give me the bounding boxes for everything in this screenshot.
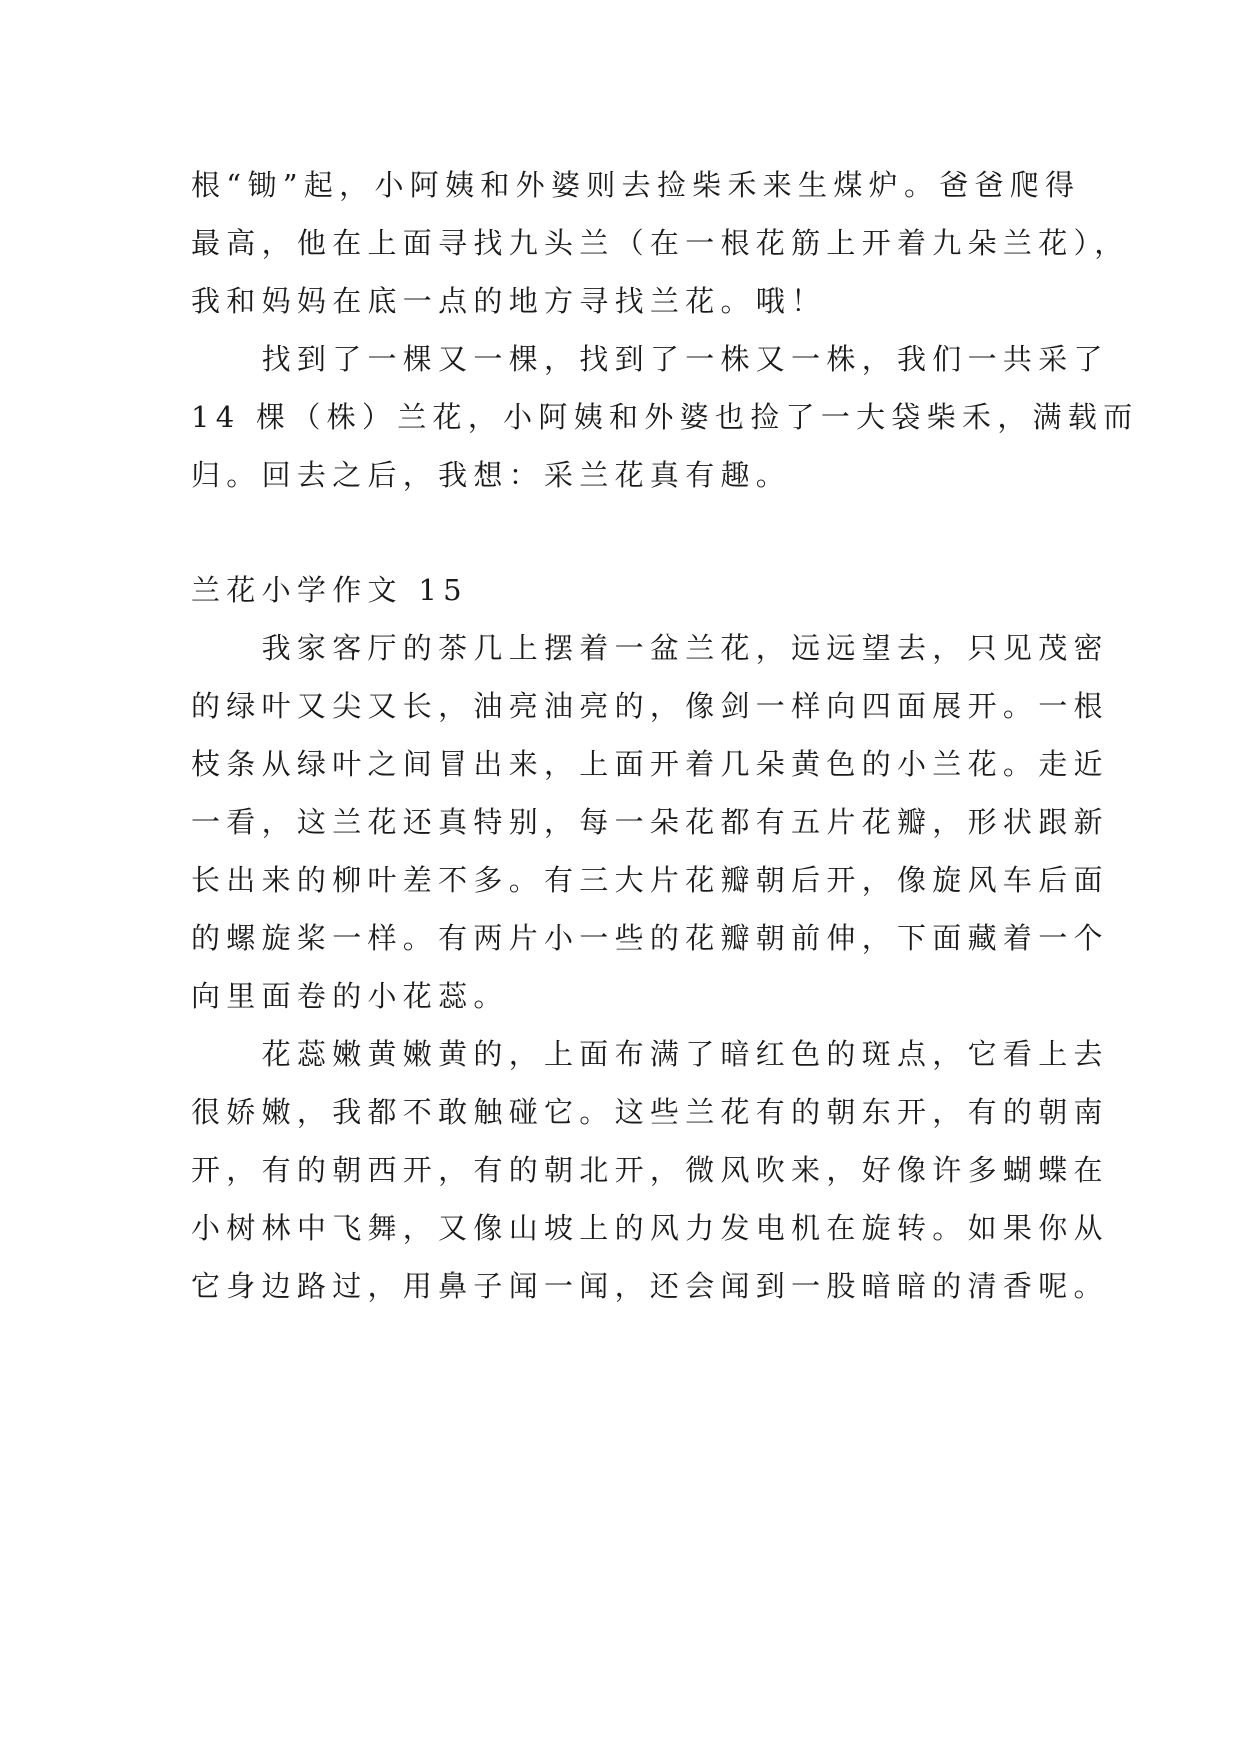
paragraph-line: 向里面卷的小花蕊。 [191,979,509,1013]
paragraph-line: 枝条从绿叶之间冒出来，上面开着几朵黄色的小兰花。走近 [191,747,1109,781]
paragraph-line: 我和妈妈在底一点的地方寻找兰花。哦！ [191,284,827,318]
paragraph-line: 它身边路过，用鼻子闻一闻，还会闻到一股暗暗的清香呢。 [191,1269,1109,1303]
paragraph-line: 的绿叶又尖又长，油亮油亮的，像剑一样向四面展开。一根 [191,689,1109,723]
section-title: 兰花小学作文 15 [191,573,468,607]
paragraph-line: 根“锄”起，小阿姨和外婆则去捡柴禾来生煤炉。爸爸爬得 [191,168,1081,202]
paragraph-line: 很娇嫩，我都不敢触碰它。这些兰花有的朝东开，有的朝南 [191,1095,1109,1129]
paragraph-line: 最高，他在上面寻找九头兰（在一根花筋上开着九朵兰花）， [191,226,1130,260]
paragraph-line: 开，有的朝西开，有的朝北开，微风吹来，好像许多蝴蝶在 [191,1153,1109,1187]
paragraph-line: 小树林中飞舞，又像山坡上的风力发电机在旋转。如果你从 [191,1211,1109,1245]
paragraph-line: 长出来的柳叶差不多。有三大片花瓣朝后开，像旋风车后面 [191,863,1109,897]
paragraph-line: 14 棵（株）兰花，小阿姨和外婆也捡了一大袋柴禾，满载而 [191,400,1139,434]
paragraph-line: 的螺旋桨一样。有两片小一些的花瓣朝前伸，下面藏着一个 [191,921,1109,955]
paragraph-line: 花蕊嫩黄嫩黄的，上面布满了暗红色的斑点，它看上去 [191,1037,1109,1071]
paragraph-line: 我家客厅的茶几上摆着一盆兰花，远远望去，只见茂密 [191,631,1109,665]
paragraph-line: 找到了一棵又一棵，找到了一株又一株，我们一共采了 [191,342,1109,376]
paragraph-line: 归。回去之后，我想：采兰花真有趣。 [191,458,792,492]
paragraph-line: 一看，这兰花还真特别，每一朵花都有五片花瓣，形状跟新 [191,805,1109,839]
